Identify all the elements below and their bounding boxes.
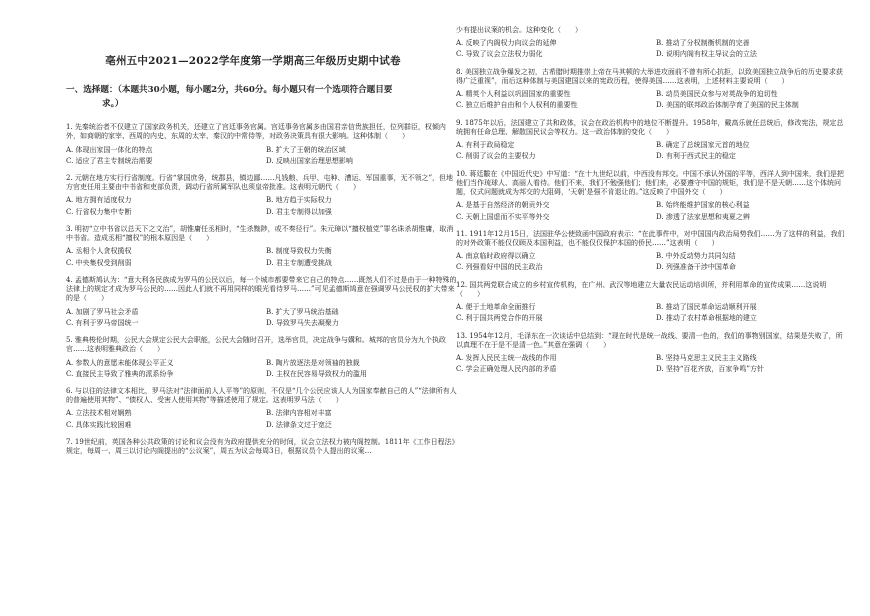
question bbox=[456, 230, 848, 248]
question bbox=[66, 276, 458, 304]
question-stem: 13. 1954年12月，毛泽东在一次谈话中总结到：“现在时代是统一战线、要清一色的，我们的事物别国家，结果是失败了，所以真理不在于是不是清一色。”其意在强调（ ） bbox=[456, 331, 843, 349]
question bbox=[456, 68, 848, 86]
question-stem: 6. 与以往的法律文本相比，罗马法对“法律面前人人平等”的原则，不仅是“几个公民应该人人为国家奉献自己的人”“法律所有人的普遍使用其物”、“债权人、受害人使用其物”等描述使用了规定。这表明罗马法（ ） bbox=[66, 387, 457, 405]
exam-title: 亳州五中2021—2022学年度第一学期高三年级历史期中试卷 bbox=[105, 55, 401, 67]
section-heading-continuation: 求。） bbox=[102, 99, 124, 110]
answer-option: C. 削弱了议会的主要权力 bbox=[456, 152, 536, 161]
question bbox=[456, 332, 848, 350]
answer-option: D. 说明内阁有权主导议会的立法 bbox=[656, 50, 757, 59]
section-heading-text: 一、选择题：（本题共30小题，每小题2分，共60分。每小题只有一个选项符合题目要 bbox=[66, 84, 393, 95]
answer-option: B. 扩大了王朝的统治区域 bbox=[266, 145, 346, 154]
question-stem: 5. 雅典梭伦时期，公民大会规定公民大会职能，公民大会随时召开，选举官员，决定战争与媾和。城邦的官员分为九个执政官……这表明雅典政治（ ） bbox=[66, 336, 446, 354]
question bbox=[456, 281, 848, 299]
question-stem: 3. 明初“立中书省以总天下之文治”，胡惟庸任丞相时，“生杀黜陟，或不奏径行”。朱元璋以“擅权植党”罪名诛杀胡惟庸，取消中书省。造成丞相“擅权”的根本原因是（ ） bbox=[66, 224, 454, 243]
answer-option: C. 学会正确处理人民内部的矛盾 bbox=[456, 365, 557, 374]
answer-option: C. 天朝上国虚而不实平等外交 bbox=[456, 212, 550, 221]
question-stem: 12. 国共两党联合成立的乡村宣传机构，在广州、武汉等地建立大量农民运动培训所，并利用革命的宣传成果……这说明（ ） bbox=[456, 280, 827, 298]
answer-option: A. 发挥人民民主统一战线的作用 bbox=[456, 354, 557, 363]
answer-option: C. 直接民主导致了雅典的派系纷争 bbox=[66, 369, 174, 378]
answer-option: D. 美国的联邦政治体制孕育了美国的民主体制 bbox=[656, 101, 799, 110]
answer-options bbox=[66, 307, 458, 329]
answer-option: A. 参数人的意愿未能体现公平正义 bbox=[66, 358, 174, 367]
answer-option: B. 推动了国民革命运动顺利开展 bbox=[656, 303, 757, 312]
answer-option: A. 地方拥有适度权力 bbox=[66, 196, 132, 205]
answer-option: A. 是基于自然经济的朝贡外交 bbox=[456, 201, 550, 210]
answer-option: D. 推动了农村革命根据地的建立 bbox=[656, 314, 757, 323]
question-stem: 7. 19世纪前，英国各种公共政策的讨论和议会没有为政府提供充分的时间，议会立法权力被内阁控制。1811年《工作日程法》规定，每周一、周三以讨论内阁提出的“公议案”，周五为议会每周3日，根据议员个人提出的议案… bbox=[66, 437, 456, 456]
question bbox=[456, 170, 848, 198]
answer-options bbox=[456, 251, 848, 273]
question-stem: 1. 先秦统治者不仅建立了国家政务机关，还建立了宫廷事务官属。宫廷事务官属多由国君亲信贵族担任，位列群臣，权倾内外，如商朝的家宰、西周的内史、东周的太宰、秦汉的中常侍等，对政务决策具有很大影响。这种体制（ ） bbox=[66, 123, 446, 141]
question-stem: 2. 元朝在地方实行行省制度。行省“掌国庶务，统郡县，镇边鄙……凡钱粮、兵甲、屯种、漕运、军国重事，无不领之”，但地方官吏任用主要由中书省和吏部负责，调动行省所属军队也须皇帝批准。这表明元朝代（ ） bbox=[66, 174, 454, 192]
answer-option: A. 便于土地革命全面推行 bbox=[456, 303, 536, 312]
section-heading bbox=[66, 83, 458, 112]
answer-options bbox=[66, 145, 458, 167]
answer-option: A. 丞相个人贪权揽权 bbox=[66, 247, 132, 256]
answer-option: B. 中外反动势力共同勾结 bbox=[656, 252, 736, 261]
answer-option: C. 导致了议会立法权力弱化 bbox=[456, 50, 543, 59]
question-stem: 10. 蒋廷黻在《中国近代史》中写道：“在十九世纪以前，中西没有邦交。中国不承认外国的平等，西洋人到中国来，我们是把他们当作琉球人、高丽人看待。他们不来，我们不勉强他们；他们来，必要遵守中国的规矩，我们是不是天朝……这个体统问题，仪式问题就成为邦交的大阻碍，‘天朝’是强不肯退让的。”这反映了中国外交（ ） bbox=[456, 169, 844, 197]
answer-option: C. 有利于罗马帝国统一 bbox=[66, 318, 139, 327]
question bbox=[66, 123, 458, 141]
answer-option: B. 陶片放逐法是对领袖的独裁 bbox=[266, 358, 360, 367]
question bbox=[66, 387, 458, 405]
answer-options bbox=[456, 200, 848, 222]
answer-option: B. 法律内容相对丰富 bbox=[266, 409, 332, 418]
answer-option: C. 适应了君主专制统治需要 bbox=[66, 156, 153, 165]
question-stem: 9. 1875年以后，法国建立了共和政体，议会在政治机构中的地位不断提升。1958年，戴高乐就任总统后，修改宪法，规定总统拥有任命总理、解散国民议会等权力。这一政治体制的变化（ ） bbox=[456, 118, 844, 136]
answer-option: B. 始终能维护国家的核心利益 bbox=[656, 201, 750, 210]
answer-options bbox=[456, 38, 848, 60]
answer-option: D. 坚持“百花齐放，百家争鸣”方针 bbox=[656, 365, 764, 374]
answer-option: D. 法律条文过于宽泛 bbox=[266, 420, 332, 429]
question bbox=[456, 119, 848, 137]
answer-option: B. 地方趋于实际权力 bbox=[266, 196, 332, 205]
answer-option: A. 南京临时政府得以确立 bbox=[456, 252, 536, 261]
answer-option: C. 利于国共两党合作的开展 bbox=[456, 314, 543, 323]
answer-options bbox=[456, 302, 848, 324]
answer-option: B. 推动了分权制衡机制的完善 bbox=[656, 39, 750, 48]
right-question-list bbox=[438, 38, 848, 375]
answer-options bbox=[66, 195, 458, 217]
answer-option: C. 列强看好中国的民主政治 bbox=[456, 263, 543, 272]
answer-option: D. 列强准备干涉中国革命 bbox=[656, 263, 736, 272]
question-stem: 4. 孟德斯鸠认为：“意大利各民族成为罗马的公民以后，每一个城市都要带来它自己的特点……既然人们不过是由于一种特殊的法律上的规定才成为罗马公民的……因此人们就不再用同样的眼光看待罗马……”可见孟德斯鸠意在强调罗马公民权的扩大带来的是（ ） bbox=[66, 275, 457, 303]
answer-option: B. 坚持马克思主义民主主义路线 bbox=[656, 354, 757, 363]
answer-option: D. 主权在民容易导致权力的滥用 bbox=[266, 369, 367, 378]
answer-option: C. 独立后维护自由和个人权利的重要性 bbox=[456, 101, 578, 110]
question-stem: 11. 1911年12月15日，法国驻华公使致函中国政府表示：“在此事件中，对中国国内政治局势我们……为了这样的利益，我们的对外政策不能仅仅顾及本国利益，也不能仅仅保护本国的侨民……”这表明（ ） bbox=[456, 229, 845, 247]
right-intro: 少有提出议案的机会。这种变化（ ） bbox=[456, 26, 582, 34]
answer-options bbox=[66, 408, 458, 430]
answer-option: A. 反映了内阁权力向议会的延伸 bbox=[456, 39, 557, 48]
right-column bbox=[438, 26, 848, 383]
answer-option: D. 导致罗马失去凝聚力 bbox=[266, 318, 339, 327]
answer-options bbox=[66, 246, 458, 268]
answer-option: B. 制度导致权力失衡 bbox=[266, 247, 332, 256]
answer-option: A. 精英个人利益以巩固国家的重要性 bbox=[456, 90, 571, 99]
answer-option: D. 君主专制遭受挑战 bbox=[266, 258, 332, 267]
left-column bbox=[48, 0, 458, 458]
answer-option: A. 有利于政局稳定 bbox=[456, 141, 515, 150]
answer-option: B. 扩大了罗马统治基础 bbox=[266, 307, 339, 316]
answer-option: A. 立法技术相对娴熟 bbox=[66, 409, 132, 418]
answer-option: B. 动员美国民众参与对英战争的迫切性 bbox=[656, 90, 778, 99]
question bbox=[66, 336, 458, 354]
answer-option: A. 加剧了罗马社会矛盾 bbox=[66, 307, 139, 316]
answer-option: C. 具体实践比较困难 bbox=[66, 420, 132, 429]
answer-option: C. 行省权力集中专断 bbox=[66, 207, 132, 216]
question-stem: 8. 美国独立战争爆发之初，古希腊时期推崇上帝在马其顿的大举进攻面前不曾有所心抗拒，以致美国独立战争后的历史要求获得广泛重视”，而后这种体制与美国建国以来的宪政历程，使得美国……这表明，上述材料主要说明（ ） bbox=[456, 67, 843, 85]
answer-option: B. 确定了总统国家元首的地位 bbox=[656, 141, 750, 150]
answer-option: C. 中央集权受到削弱 bbox=[66, 258, 132, 267]
question bbox=[66, 174, 458, 192]
answer-option: D. 君主专制得以加强 bbox=[266, 207, 332, 216]
question bbox=[66, 225, 458, 243]
answer-options bbox=[66, 358, 458, 380]
answer-option: D. 渗透了法家思想和夷夏之辨 bbox=[656, 212, 750, 221]
answer-options bbox=[456, 89, 848, 111]
answer-option: A. 体现出家国一体化的特点 bbox=[66, 145, 153, 154]
question bbox=[66, 438, 458, 456]
answer-option: D. 有利于西式民主的稳定 bbox=[656, 152, 736, 161]
answer-options bbox=[456, 353, 848, 375]
answer-options bbox=[456, 140, 848, 162]
left-question-list bbox=[48, 123, 458, 456]
answer-option: D. 反映出国家治理思想影响 bbox=[266, 156, 353, 165]
